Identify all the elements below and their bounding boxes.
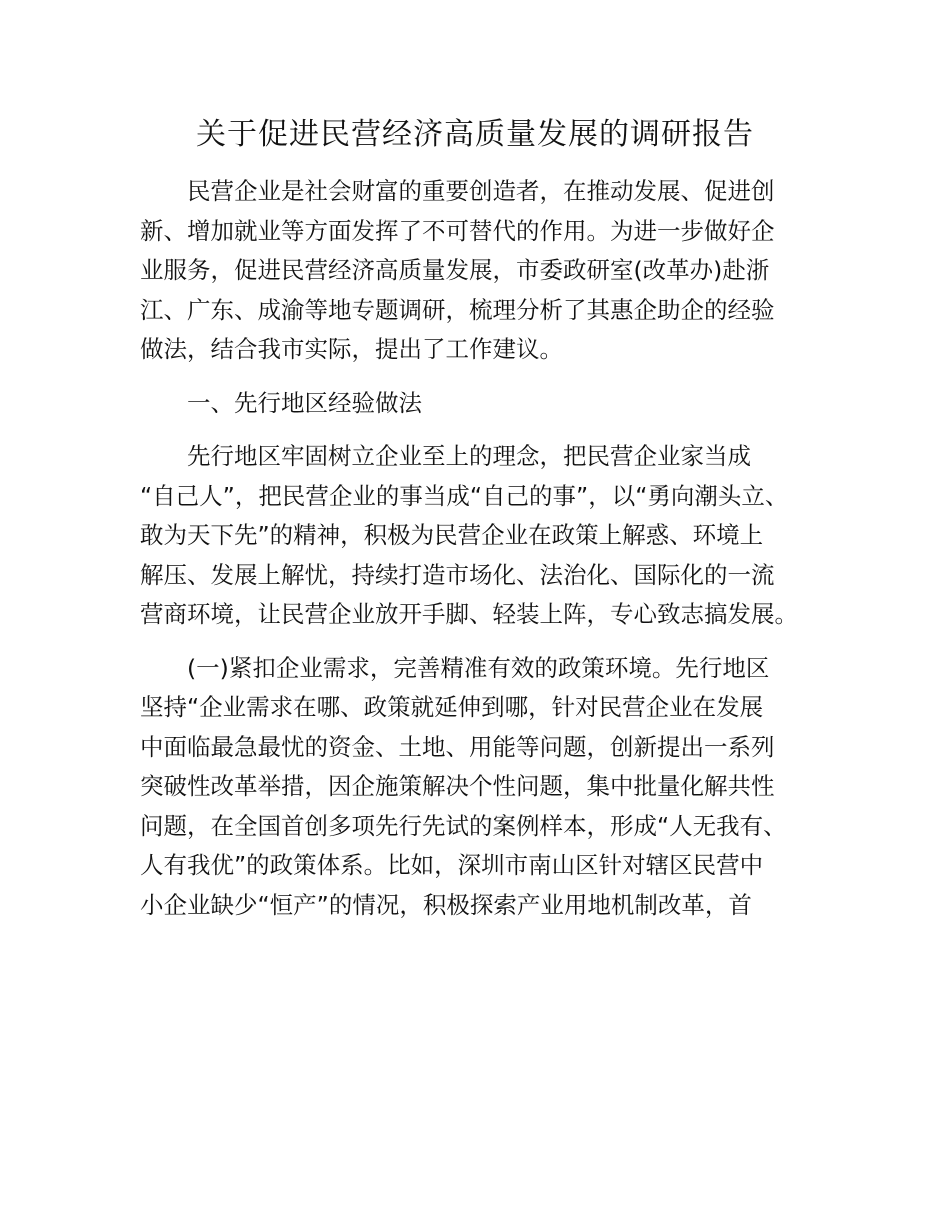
text-line: 敢为天下先”的精神，积极为民营企业在政策上解惑、环境上 xyxy=(140,521,764,549)
text-line: 民营企业是社会财富的重要创造者，在推动发展、促进创 xyxy=(187,177,775,205)
text-line: 先行地区牢固树立企业至上的理念，把民营企业家当成 xyxy=(187,442,751,470)
text-line: 小企业缺少“恒产”的情况，积极探索产业用地机制改革，首 xyxy=(140,890,752,919)
paragraph-experience xyxy=(140,437,830,635)
document-title: 关于促进民营经济高质量发展的调研报告 xyxy=(196,117,754,152)
text-line: 新、增加就业等方面发挥了不可替代的作用。为进一步做好企 xyxy=(140,216,775,245)
document-body xyxy=(140,172,830,925)
text-line: 一、先行地区经验做法 xyxy=(187,388,422,417)
text-line: 突破性改革举措，因企施策解决个性问题，集中批量化解共性 xyxy=(140,772,775,800)
paragraph-intro xyxy=(140,172,830,370)
text-line: 做法，结合我市实际，提出了工作建议。 xyxy=(140,335,563,363)
text-line: 解压、发展上解忧，持续打造市场化、法治化、国际化的一流 xyxy=(140,560,775,589)
text-line: 人有我优”的政策体系。比如，深圳市南山区针对辖区民营中 xyxy=(140,851,764,879)
section-heading-1 xyxy=(140,384,830,424)
text-line: 问题，在全国首创多项先行先试的案例样本，形成“人无我有、 xyxy=(140,811,787,840)
text-line: 江、广东、成渝等地专题调研，梳理分析了其惠企助企的经验 xyxy=(140,295,775,324)
text-line: (一)紧扣企业需求，完善精准有效的政策环境。先行地区 xyxy=(187,653,770,682)
text-line: 营商环境，让民营企业放开手脚、轻装上阵，专心致志搞发展。 xyxy=(140,600,798,628)
text-line: “自己人”，把民营企业的事当成“自己的事”，以“勇向潮头立、 xyxy=(140,481,789,510)
text-line: 坚持“企业需求在哪、政策就延伸到哪，针对民营企业在发展 xyxy=(140,693,764,721)
paragraph-policy xyxy=(140,649,830,926)
text-line: 业服务，促进民营经济高质量发展，市委政研室(改革办)赴浙 xyxy=(140,256,770,284)
text-line: 中面临最急最忧的资金、土地、用能等问题，创新提出一系列 xyxy=(140,732,775,761)
